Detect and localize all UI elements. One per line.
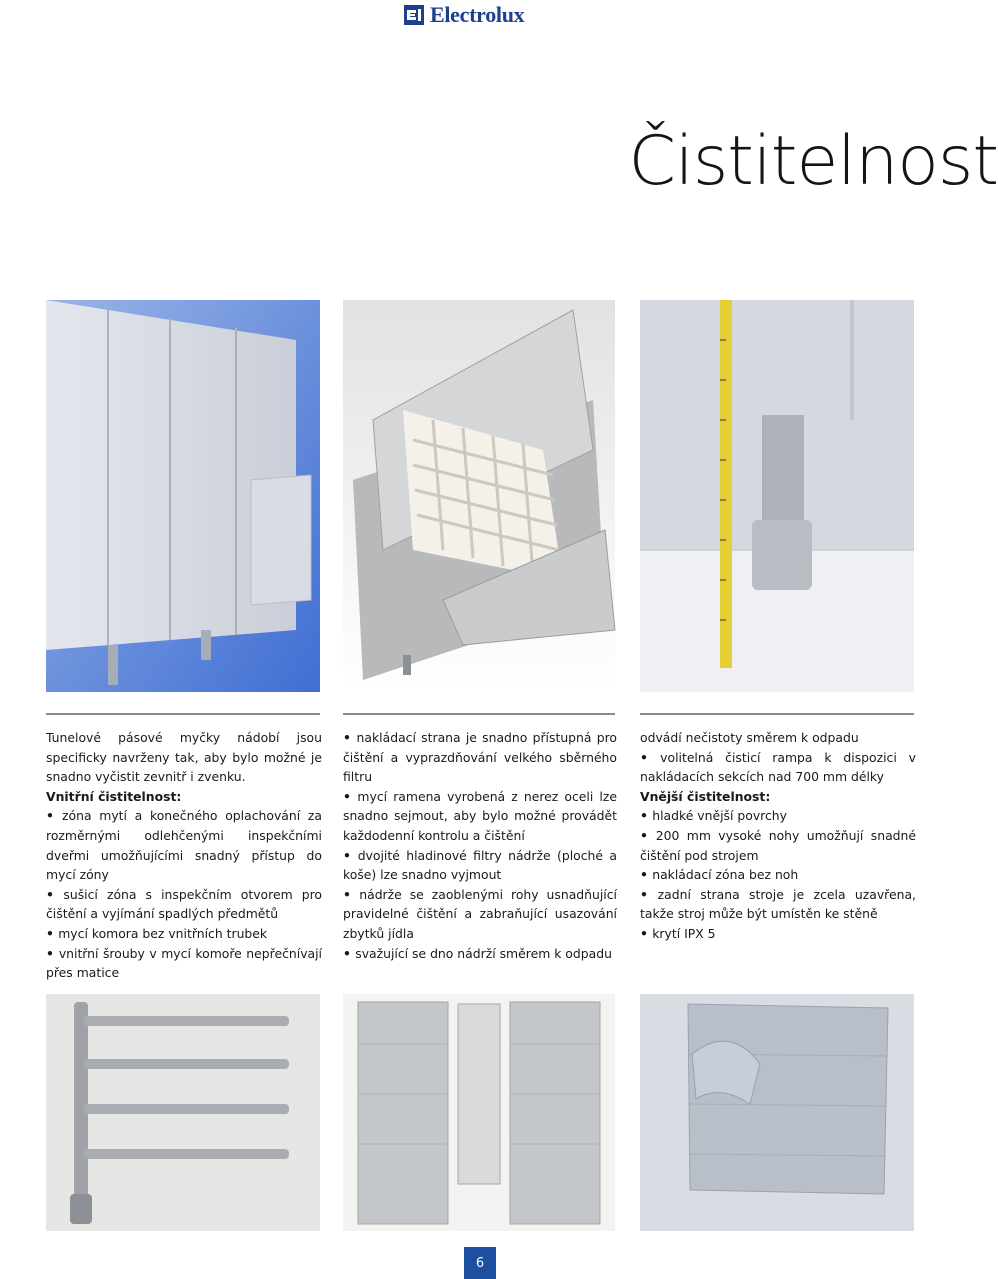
photo-wash-arms bbox=[46, 994, 320, 1231]
text-column-middle bbox=[343, 728, 617, 963]
list-item: • volitelná čisticí rampa k dispozici v nakládacích sekcích nad 700 mm délky bbox=[640, 748, 916, 787]
photo-inspection-hatch bbox=[343, 300, 615, 692]
heading-external-cleanability: Vnější čistitelnost: bbox=[640, 788, 771, 804]
list-item: • hladké vnější povrchy bbox=[640, 806, 916, 826]
list-item: • mycí ramena vyrobená z nerez oceli lze snadno sejmout, aby bylo možné provádět každodenní kontrolu a čištění bbox=[343, 787, 617, 846]
text-column-left bbox=[46, 728, 322, 983]
text-column-right bbox=[640, 728, 916, 944]
bullet-list-external bbox=[640, 806, 916, 943]
photo-leg-measuring-tape bbox=[640, 300, 914, 692]
page-number-badge bbox=[464, 1247, 496, 1279]
bullet-list-right-a bbox=[640, 748, 916, 787]
list-item: • svažující se dno nádrží směrem k odpadu bbox=[343, 944, 617, 964]
list-item: • zadní strana stroje je zcela uzavřena, takže stroj může být umístěn ke stěně bbox=[640, 885, 916, 924]
photo-filters bbox=[343, 994, 615, 1231]
list-item: • nakládací zóna bez noh bbox=[640, 865, 916, 885]
brand-logo bbox=[404, 2, 564, 28]
divider-middle bbox=[343, 713, 615, 715]
electrolux-logo-icon bbox=[404, 5, 424, 25]
list-item: • zóna mytí a konečného oplachování za rozměrnými odlehčenými inspekčními dveřmi umožňujícími snadný přístup do mycí zóny bbox=[46, 806, 322, 884]
list-item: • mycí komora bez vnitřních trubek bbox=[46, 924, 322, 944]
list-item: • nádrže se zaoblenými rohy usnadňující pravidelné čištění a zabraňující usazování zbytků jídla bbox=[343, 885, 617, 944]
list-item: • sušicí zóna s inspekčním otvorem pro čištění a vyjímání spadlých předmětů bbox=[46, 885, 322, 924]
bullet-list-internal bbox=[46, 806, 322, 982]
list-item: • nakládací strana je snadno přístupná pro čištění a vyprazdňování velkého sběrného filtru bbox=[343, 728, 617, 787]
continuation-text: odvádí nečistoty směrem k odpadu bbox=[640, 730, 859, 745]
heading-internal-cleanability: Vnitřní čistitelnost: bbox=[46, 788, 182, 804]
photo-dishwasher-exterior bbox=[46, 300, 320, 692]
page-number: 6 bbox=[475, 1255, 485, 1271]
photo-curtain-panel bbox=[640, 994, 914, 1231]
divider-right bbox=[640, 713, 914, 715]
list-item: • vnitřní šrouby v mycí komoře nepřečnívají přes matice bbox=[46, 944, 322, 983]
page-title: Čistitelnost bbox=[628, 122, 998, 201]
bullet-list-middle bbox=[343, 728, 617, 963]
intro-paragraph: Tunelové pásové myčky nádobí jsou specificky navrženy tak, aby bylo možné je snadno vyčistit zevnitř i zvenku. bbox=[46, 730, 322, 785]
brand-name: Electrolux bbox=[430, 2, 525, 27]
list-item: • 200 mm vysoké nohy umožňují snadné čištění pod strojem bbox=[640, 826, 916, 865]
list-item: • dvojité hladinové filtry nádrže (ploché a koše) lze snadno vyjmout bbox=[343, 846, 617, 885]
divider-left bbox=[46, 713, 320, 715]
list-item: • krytí IPX 5 bbox=[640, 924, 916, 944]
